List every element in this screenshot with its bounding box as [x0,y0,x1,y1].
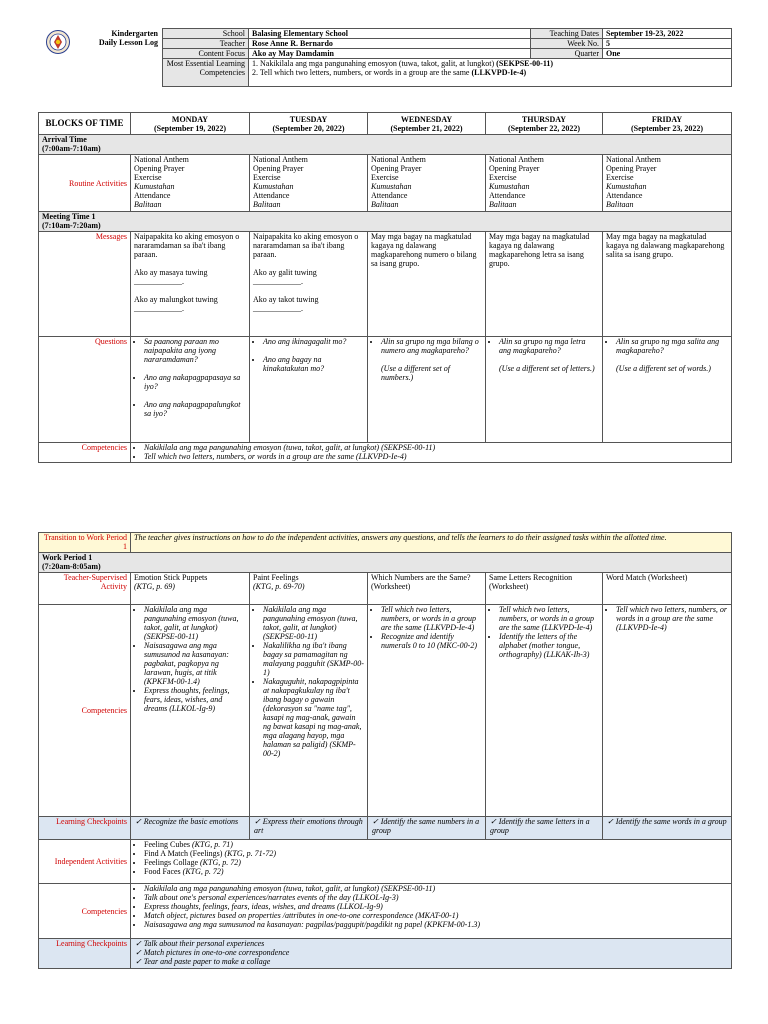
day-header-thursday: THURSDAY (September 22, 2022) [486,113,603,135]
week-label: Week No. [531,39,603,49]
work-period-row: Work Period 1 (7:20am-8:05am) [39,553,732,573]
competencies-value: • Nakikilala ang mga pangunahing emosyon (tuwa, takot, galit, at lungkot) (SEKPSE-00-11) • Tell which two letters, numbers, or words in a group are the same (LLKVPD-Ie-4) [131,443,732,463]
activity-thursday: Same Letters Recognition (Worksheet) [486,573,603,605]
school-value: Balasing Elementary School [249,29,531,39]
messages-monday: Naipapakita ko aking emosyon o nararamdaman sa iba't ibang paraan. Ako ay masaya tuwing ____________. Ako ay malungkot tuwing ____________. [131,232,250,337]
independent-checkpoints: ✓ Talk about their personal experiences ✓ Match pictures in one-to-one correspondence ✓ Tear and paste paper to make a collage [131,939,732,969]
day-header-monday: MONDAY (September 19, 2022) [131,113,250,135]
mel-2-code: (LLKVPD-Ie-4) [471,68,527,77]
competencies-3-label: Competencies [39,884,131,939]
competencies-2-label: Competencies [39,605,131,817]
routine-friday: National Anthem Opening Prayer Exercise Kumustahan Attendance Balitaan [603,155,732,212]
activity-friday: Word Match (Worksheet) [603,573,732,605]
messages-label: Messages [39,232,131,337]
checkpoint-wednesday: ✓ Identify the same numbers in a group [368,817,486,840]
checkpoints-2-label: Learning Checkpoints [39,939,131,969]
day-header-friday: FRIDAY (September 23, 2022) [603,113,732,135]
competencies-monday: • Nakikilala ang mga pangunahing emosyon (tuwa, takot, galit, at lungkot) (SEKPSE-00-11) • Naisasagawa ang mga sumusunod na kasanayan: pagbakat, pagkopya ng larawan, hugis, at titik (KPKFM-00-1.4) • Express thoughts, feelings, fears, ideas, wishes, and dreams (LLKOL-Ig-9) [131,605,250,817]
transition-value: The teacher gives instructions on how to do the independent activities, answers any questions, and tells the learners to do their assigned tasks within the allotted time. [131,533,732,553]
activity-wednesday: Which Numbers are the Same? (Worksheet) [368,573,486,605]
messages-thursday: May mga bagay na magkatulad kagaya ng dalawang magkaparehong letra sa isang grupo. [486,232,603,337]
messages-friday: May mga bagay na magkatulad kagaya ng dalawang magkaparehong salita sa isang grupo. [603,232,732,337]
mel-1-text: 1. Nakikilala ang mga pangunahing emosyon (tuwa, takot, galit, at lungkot) [252,59,497,68]
questions-friday: • Alin sa grupo ng mga salita ang magkapareho? (Use a different set of words.) [603,337,732,443]
independent-activities: • Feeling Cubes (KTG, p. 71) • Find A Match (Feelings) (KTG, p. 71-72) • Feelings Collage (KTG, p. 72) • Food Faces (KTG, p. 72) [131,840,732,884]
dates-value: September 19-23, 2022 [603,29,732,39]
mel-2-text: 2. Tell which two letters, numbers, or words in a group are the same [252,68,472,77]
questions-wednesday: • Alin sa grupo ng mga bilang o numero ang magkapareho? (Use a different set of numbers.) [368,337,486,443]
transition-label: Transition to Work Period 1 [39,533,131,553]
routine-monday: National Anthem Opening Prayer Exercise Kumustahan Attendance Balitaan [131,155,250,212]
schedule-table [38,112,732,463]
teacher-supervised-label: Teacher-Supervised Activity [39,573,131,605]
routine-wednesday: National Anthem Opening Prayer Exercise Kumustahan Attendance Balitaan [368,155,486,212]
activity-tuesday: Paint Feelings (KTG, p. 69-70) [250,573,368,605]
activity-monday: Emotion Stick Puppets (KTG, p. 69) [131,573,250,605]
deped-seal-icon [46,30,70,54]
title-line-1: Kindergarten [111,29,158,38]
competencies-wednesday: • Tell which two letters, numbers, or words in a group are the same (LLKVPD-Ie-4) • Recognize and identify numerals 0 to 10 (MKC-00-2) [368,605,486,817]
day-header-wednesday: WEDNESDAY (September 21, 2022) [368,113,486,135]
blocks-of-time-header: BLOCKS OF TIME [39,113,131,135]
week-value: 5 [603,39,732,49]
meeting-time-row: Meeting Time 1 (7:10am-7:20am) [39,212,732,232]
work-period-table [38,532,732,969]
checkpoints-label: Learning Checkpoints [39,817,131,840]
teacher-label: Teacher [163,39,249,49]
focus-value: Ako ay May Damdamin [249,49,531,59]
routine-thursday: National Anthem Opening Prayer Exercise Kumustahan Attendance Balitaan [486,155,603,212]
checkpoint-tuesday: ✓ Express their emotions through art [250,817,368,840]
routine-label: Routine Activities [39,155,131,212]
questions-thursday: • Alin sa grupo ng mga letra ang magkapareho? (Use a different set of letters.) [486,337,603,443]
questions-monday: • Sa paanong paraan mo naipapakita ang iyong nararamdaman? • Ano ang nakapagpapasaya sa iyo? • Ano ang nakapagpapalungkot sa iyo? [131,337,250,443]
checkpoint-monday: ✓ Recognize the basic emotions [131,817,250,840]
dates-label: Teaching Dates [531,29,603,39]
mel-label: Most Essential Learning Competencies [163,59,249,87]
questions-label: Questions [39,337,131,443]
questions-tuesday: • Ano ang ikinagagalit mo? • Ano ang bagay na kinakatakutan mo? [250,337,368,443]
competencies-tuesday: • Nakikilala ang mga pangunahing emosyon (tuwa, takot, galit, at lungkot) (SEKPSE-00-11) • Nakalilikha ng iba't ibang bagay sa pamamagitan ng malayang pagguhit (SKMP-00-1) • Nakaguguhit, nakapagpipinta at nakapagkukulay ng iba't ibang bagay o gawain (dekorasyon sa "name tag", kasapi ng mag-anak, gawain ng bawat kasapi ng mag-anak, mga alagang hayop, mga halaman sa paligid) (SKMP-00-2) [250,605,368,817]
arrival-time-row: Arrival Time (7:00am-7:10am) [39,135,732,155]
quarter-value: One [603,49,732,59]
header-info-table [162,28,732,87]
checkpoint-thursday: ✓ Identify the same letters in a group [486,817,603,840]
messages-wednesday: May mga bagay na magkatulad kagaya ng dalawang magkaparehong numero o bilang sa isang grupo. [368,232,486,337]
quarter-label: Quarter [531,49,603,59]
independent-competencies: • Nakikilala ang mga pangunahing emosyon (tuwa, takot, galit, at lungkot) (SEKPSE-00-11) • Talk about one's personal experiences/narrates events of the day (LLKOL-Ig-3) • Express thoughts, feelings, fears, ideas, wishes, and dreams (LLKOL-Ig-9) • Match object, pictures based on properties /attributes in one-to-one correspondence (MKAT-00-1) • Naisasagawa ang mga sumusunod na kasanayan: pagpilas/paggupit/pagdikit ng papel (KPKFM-00-1.3) [131,884,732,939]
focus-label: Content Focus [163,49,249,59]
mel-1-code: (SEKPSE-00-11) [496,59,554,68]
checkpoint-friday: ✓ Identify the same words in a group [603,817,732,840]
independent-label: Independent Activities [39,840,131,884]
school-label: School [163,29,249,39]
competencies-friday: • Tell which two letters, numbers, or words in a group are the same (LLKVPD-Ie-4) [603,605,732,817]
routine-tuesday: National Anthem Opening Prayer Exercise Kumustahan Attendance Balitaan [250,155,368,212]
mel-value [249,59,732,87]
header-title [88,29,158,47]
title-line-2: Daily Lesson Log [98,38,158,47]
competencies-thursday: • Tell which two letters, numbers, or words in a group are the same (LLKVPD-Ie-4) • Identify the letters of the alphabet (mother tongue, orthography) (LLKAK-Ih-3) [486,605,603,817]
competencies-label: Competencies [39,443,131,463]
day-header-tuesday: TUESDAY (September 20, 2022) [250,113,368,135]
teacher-value: Rose Anne R. Bernardo [249,39,531,49]
messages-tuesday: Naipapakita ko aking emosyon o nararamdaman sa iba't ibang paraan. Ako ay galit tuwing ____________. Ako ay takot tuwing ____________. [250,232,368,337]
